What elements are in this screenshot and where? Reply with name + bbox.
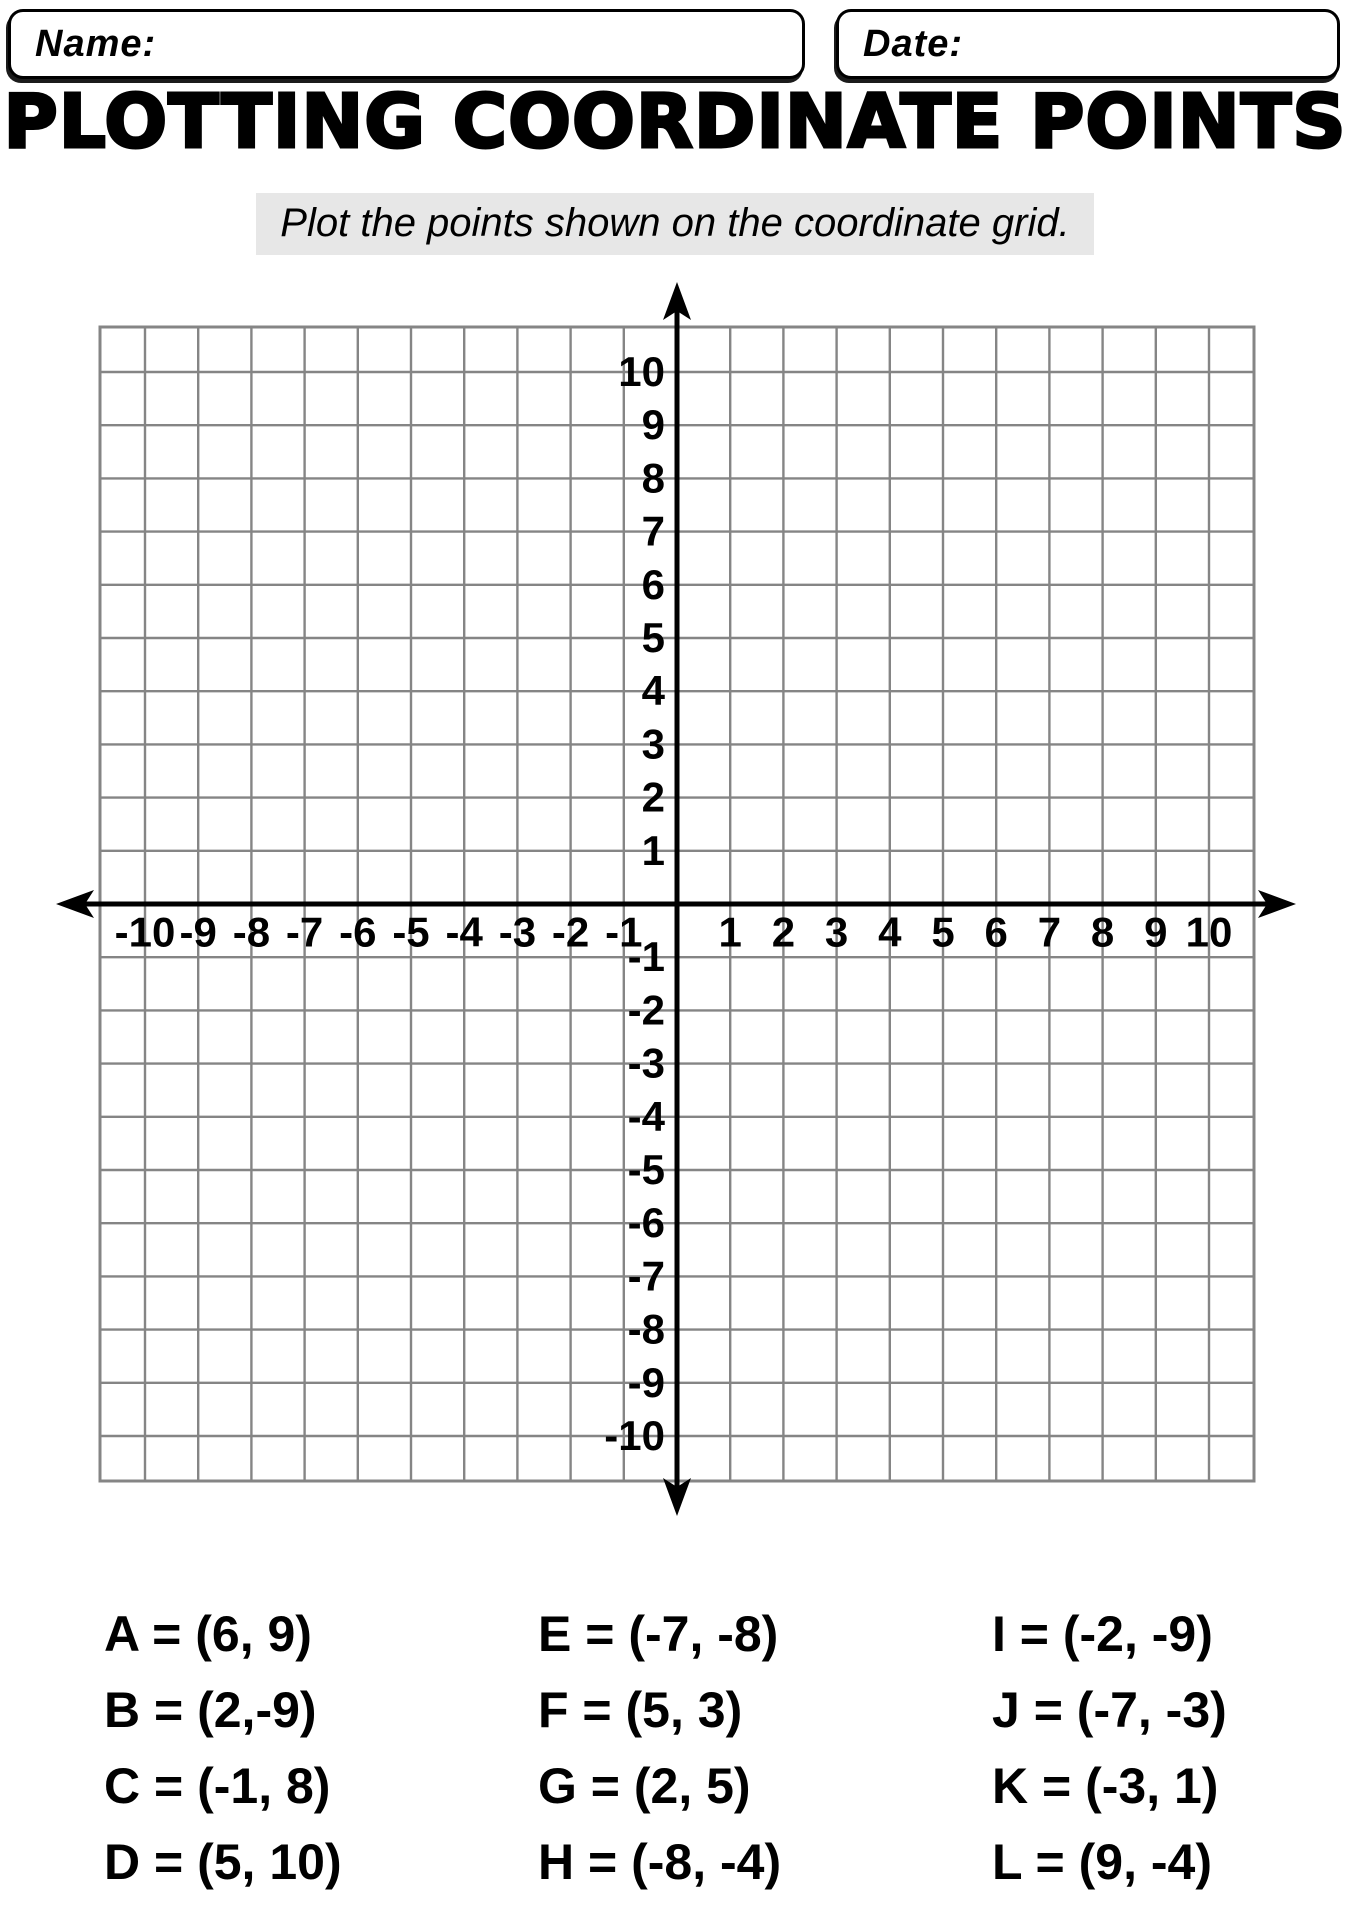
x-tick-label: -4 [445, 908, 483, 956]
x-tick-label: 3 [824, 908, 849, 956]
point-definition-A: A = (6, 9) [104, 1606, 312, 1662]
points-column-1 [104, 1596, 342, 1900]
y-tick-label: -7 [627, 1252, 665, 1300]
x-tick-label: 5 [931, 908, 955, 956]
instruction-text: Plot the points shown on the coordinate grid. [256, 193, 1093, 255]
y-tick-label: 2 [641, 773, 665, 821]
y-tick-label: -8 [627, 1305, 665, 1353]
x-tick-label: 10 [1185, 908, 1233, 956]
point-definition-B: B = (2,-9) [104, 1682, 317, 1738]
y-tick-label: 7 [641, 507, 665, 555]
y-tick-label: -10 [604, 1412, 665, 1459]
point-definition-F: F = (5, 3) [538, 1682, 743, 1738]
page-title: PLOTTING COORDINATE POINTS [3, 79, 1347, 165]
y-tick-label: -6 [627, 1199, 665, 1247]
point-definition-J: J = (-7, -3) [992, 1682, 1227, 1738]
x-tick-label: 6 [984, 908, 1008, 956]
y-tick-label: -4 [627, 1092, 665, 1140]
name-label: Name: [35, 22, 157, 65]
y-tick-label: 4 [641, 667, 665, 715]
point-definition-G: G = (2, 5) [538, 1758, 751, 1814]
x-tick-label: 7 [1037, 908, 1062, 956]
x-tick-label: 9 [1144, 908, 1168, 956]
point-definition-E: E = (-7, -8) [538, 1606, 779, 1662]
x-tick-label: -7 [285, 908, 324, 956]
y-tick-label: 1 [641, 826, 665, 874]
point-definition-K: K = (-3, 1) [992, 1758, 1219, 1814]
x-tick-label: -1 [605, 908, 643, 956]
y-tick-label: 5 [641, 614, 665, 661]
y-tick-label: -1 [627, 933, 665, 981]
y-tick-label: 3 [641, 720, 665, 768]
y-tick-label: 10 [618, 348, 665, 395]
y-tick-label: -9 [627, 1358, 665, 1406]
y-tick-label: -3 [627, 1039, 665, 1087]
date-label: Date: [863, 22, 964, 65]
x-tick-label: 4 [878, 908, 902, 956]
y-tick-label: 6 [641, 560, 665, 608]
x-tick-label: 8 [1090, 908, 1115, 956]
x-tick-label: -8 [232, 908, 271, 956]
y-tick-label: -5 [627, 1146, 665, 1193]
points-column-3 [992, 1596, 1227, 1900]
point-definition-C: C = (-1, 8) [104, 1758, 331, 1814]
y-tick-label: 8 [641, 454, 665, 502]
point-definition-L: L = (9, -4) [992, 1834, 1212, 1890]
axes [56, 282, 1296, 1516]
x-tick-label: -9 [179, 908, 217, 956]
points-list [0, 1596, 1350, 1920]
points-column-2 [538, 1596, 781, 1900]
x-tick-label: -3 [498, 908, 537, 956]
y-tick-label: -2 [627, 986, 665, 1034]
point-definition-D: D = (5, 10) [104, 1834, 342, 1890]
x-tick-label: -10 [114, 908, 176, 956]
x-tick-label: 2 [771, 908, 796, 956]
y-tick-label: 9 [641, 401, 665, 449]
x-tick-label: -6 [339, 908, 377, 956]
x-tick-label: 1 [718, 908, 742, 956]
x-tick-label: -5 [392, 908, 430, 956]
point-definition-H: H = (-8, -4) [538, 1834, 782, 1890]
x-tick-label: -2 [551, 908, 590, 956]
point-definition-I: I = (-2, -9) [992, 1606, 1213, 1662]
